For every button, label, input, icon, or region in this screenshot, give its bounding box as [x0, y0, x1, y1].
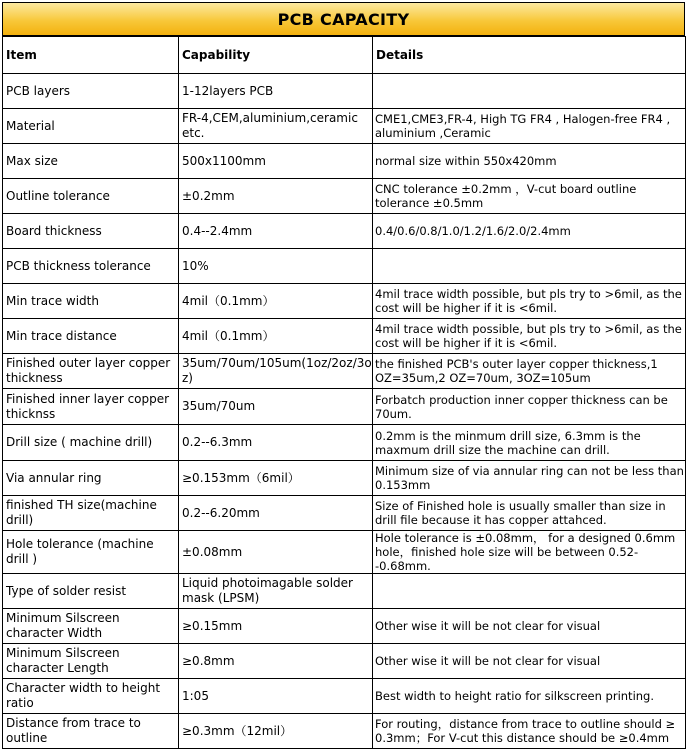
header-row	[3, 37, 686, 74]
cell-capability: ±0.2mm	[179, 179, 373, 214]
cell-item: Max size	[3, 144, 179, 179]
header-item: Item	[3, 37, 179, 74]
cell-details: CME1,CME3,FR-4, High TG FR4 , Halogen-free FR4 , aluminium ,Ceramic	[373, 109, 686, 144]
cell-item: Minimum Silscreen character Width	[3, 609, 179, 644]
cell-capability: ≥0.3mm（12mil）	[179, 714, 373, 749]
table-row	[3, 179, 686, 214]
cell-item: Drill size ( machine drill)	[3, 425, 179, 461]
cell-capability: ≥0.153mm（6mil）	[179, 461, 373, 496]
cell-details: For routing，distance from trace to outline should ≥ 0.3mm；For V-cut this distance should be ≥0.4mm	[373, 714, 686, 749]
cell-capability: Liquid photoimagable solder mask (LPSM)	[179, 574, 373, 609]
table-row	[3, 284, 686, 319]
cell-capability: ≥0.8mm	[179, 644, 373, 679]
table-row	[3, 249, 686, 284]
cell-details: 4mil trace width possible, but pls try to >6mil, as the cost will be higher if it is <6mil.	[373, 319, 686, 354]
table-row	[3, 389, 686, 425]
cell-item: Finished outer layer copper thickness	[3, 354, 179, 389]
cell-details	[373, 574, 686, 609]
cell-capability: 4mil（0.1mm）	[179, 284, 373, 319]
table-row	[3, 214, 686, 249]
cell-item: Minimum Silscreen character Length	[3, 644, 179, 679]
cell-capability: 10%	[179, 249, 373, 284]
cell-item: Outline tolerance	[3, 179, 179, 214]
table-row	[3, 609, 686, 644]
cell-item: Finished inner layer copper thicknss	[3, 389, 179, 425]
cell-details: Other wise it will be not clear for visual	[373, 609, 686, 644]
cell-details	[373, 249, 686, 284]
cell-item: Min trace width	[3, 284, 179, 319]
table-row	[3, 531, 686, 574]
capacity-table	[2, 36, 686, 749]
table-row	[3, 425, 686, 461]
cell-capability: 500x1100mm	[179, 144, 373, 179]
table-body	[3, 74, 686, 749]
cell-capability: 35um/70um	[179, 389, 373, 425]
capacity-sheet	[2, 2, 685, 749]
table-title: PCB CAPACITY	[2, 2, 685, 36]
table-row	[3, 679, 686, 714]
table-row	[3, 574, 686, 609]
cell-details: Size of Finished hole is usually smaller than size in drill file because it has copper attahced.	[373, 496, 686, 531]
cell-capability: 0.4--2.4mm	[179, 214, 373, 249]
cell-capability: ±0.08mm	[179, 531, 373, 574]
cell-details: normal size within 550x420mm	[373, 144, 686, 179]
table-row	[3, 644, 686, 679]
cell-details: 4mil trace width possible, but pls try to >6mil, as the cost will be higher if it is <6mil.	[373, 284, 686, 319]
cell-capability: 1-12layers PCB	[179, 74, 373, 109]
cell-details: Forbatch production inner copper thickness can be 70um.	[373, 389, 686, 425]
cell-item: PCB thickness tolerance	[3, 249, 179, 284]
table-row	[3, 714, 686, 749]
cell-item: Distance from trace to outline	[3, 714, 179, 749]
cell-details: the finished PCB's outer layer copper thickness,1 OZ=35um,2 OZ=70um, 3OZ=105um	[373, 354, 686, 389]
cell-item: Min trace distance	[3, 319, 179, 354]
cell-details: Other wise it will be not clear for visual	[373, 644, 686, 679]
cell-capability: 1:05	[179, 679, 373, 714]
table-row	[3, 319, 686, 354]
table-row	[3, 74, 686, 109]
cell-capability: 35um/70um/105um(1oz/2oz/3oz)	[179, 354, 373, 389]
table-row	[3, 109, 686, 144]
table-row	[3, 461, 686, 496]
cell-item: finished TH size(machine drill)	[3, 496, 179, 531]
table-row	[3, 354, 686, 389]
cell-capability: 0.2--6.3mm	[179, 425, 373, 461]
cell-details	[373, 74, 686, 109]
table-row	[3, 496, 686, 531]
cell-item: Via annular ring	[3, 461, 179, 496]
cell-details: 0.2mm is the minmum drill size, 6.3mm is the maxmum drill size the machine can drill.	[373, 425, 686, 461]
header-details: Details	[373, 37, 686, 74]
cell-item: Hole tolerance (machine drill )	[3, 531, 179, 574]
cell-item: Board thickness	[3, 214, 179, 249]
cell-item: PCB layers	[3, 74, 179, 109]
cell-details: 0.4/0.6/0.8/1.0/1.2/1.6/2.0/2.4mm	[373, 214, 686, 249]
cell-details: Hole tolerance is ±0.08mm， for a designed 0.6mm hole，finished hole size will be between 0.52--0.68mm.	[373, 531, 686, 574]
cell-item: Type of solder resist	[3, 574, 179, 609]
cell-details: CNC tolerance ±0.2mm ，V-cut board outline tolerance ±0.5mm	[373, 179, 686, 214]
cell-capability: 0.2--6.20mm	[179, 496, 373, 531]
cell-item: Character width to height ratio	[3, 679, 179, 714]
cell-capability: FR-4,CEM,aluminium,ceramic etc.	[179, 109, 373, 144]
cell-details: Best width to height ratio for silkscreen printing.	[373, 679, 686, 714]
table-row	[3, 144, 686, 179]
cell-details: Minimum size of via annular ring can not be less than 0.153mm	[373, 461, 686, 496]
cell-capability: ≥0.15mm	[179, 609, 373, 644]
header-capability: Capability	[179, 37, 373, 74]
cell-item: Material	[3, 109, 179, 144]
cell-capability: 4mil（0.1mm）	[179, 319, 373, 354]
